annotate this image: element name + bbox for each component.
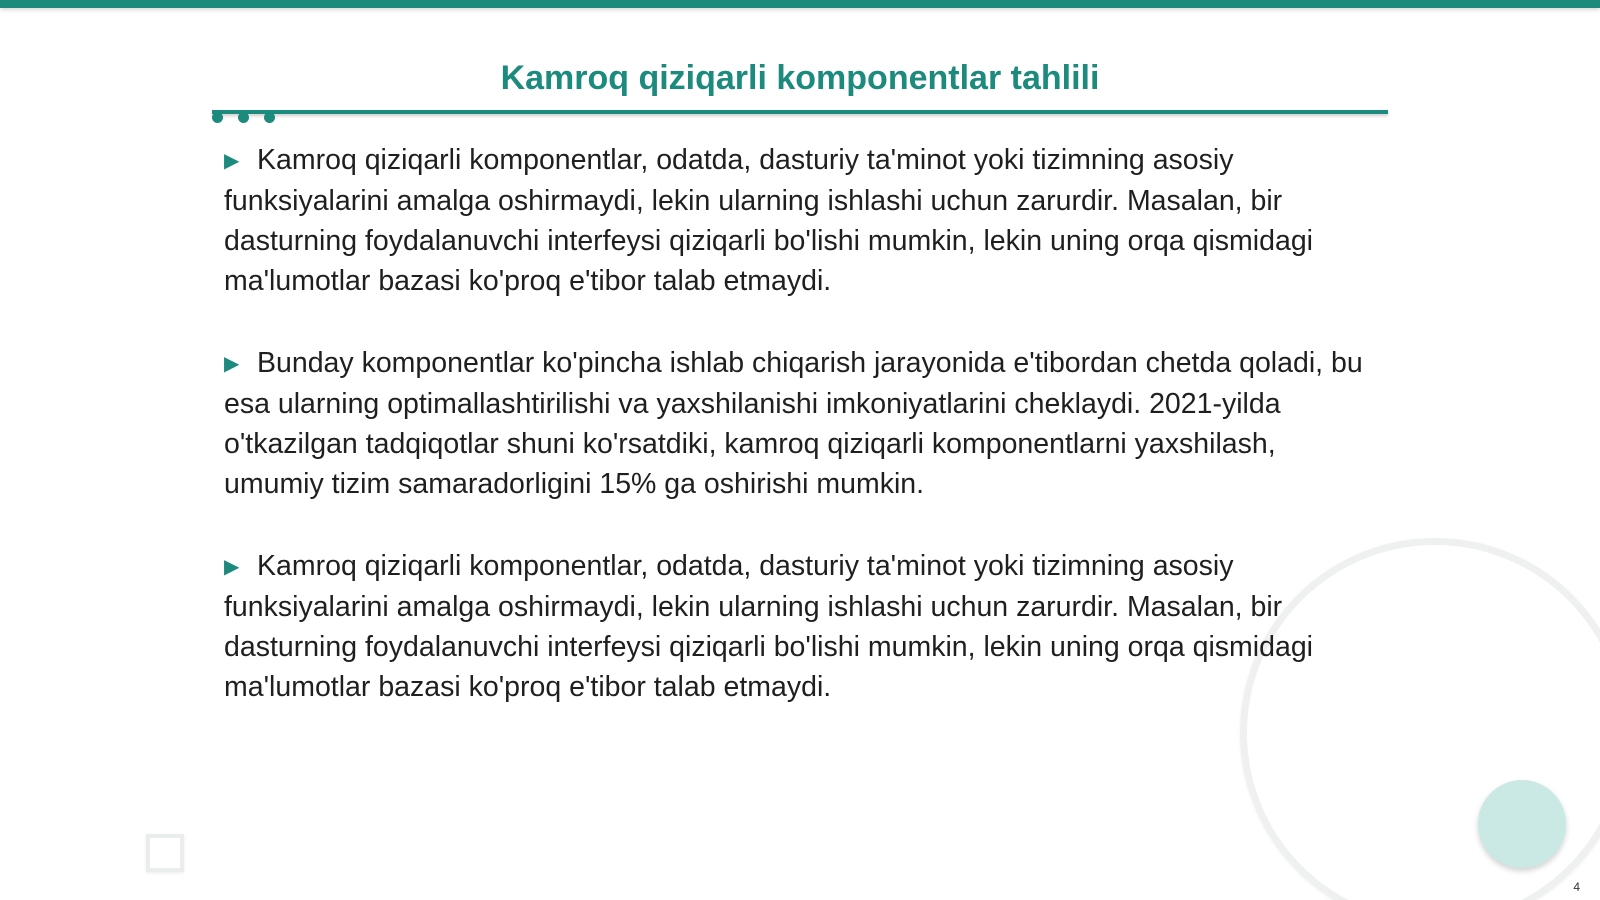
- bullet-text: Kamroq qiziqarli komponentlar, odatda, dasturiy ta'minot yoki tizimning asosiy funksiyalarini amalga oshirmaydi, lekin ularning ishlashi uchun zarurdir. Masalan, bir dasturning foydalanuvchi interfeysi qiziqarli bo'lishi mumkin, lekin uning orqa qismidagi ma'lumotlar bazasi ko'proq e'tibor talab etmaydi.: [224, 144, 1313, 297]
- triangle-bullet-icon: ▶: [224, 150, 240, 172]
- decorative-square: [146, 834, 184, 872]
- bullet-item: [224, 546, 1374, 707]
- underline-dot: [238, 112, 249, 123]
- bullet-text: Kamroq qiziqarli komponentlar, odatda, dasturiy ta'minot yoki tizimning asosiy funksiyalarini amalga oshirmaydi, lekin ularning ishlashi uchun zarurdir. Masalan, bir dasturning foydalanuvchi interfeysi qiziqarli bo'lishi mumkin, lekin uning orqa qismidagi ma'lumotlar bazasi ko'proq e'tibor talab etmaydi.: [224, 550, 1313, 703]
- triangle-bullet-icon: ▶: [224, 556, 240, 578]
- decorative-circle: [1478, 780, 1566, 868]
- bullet-text: Bunday komponentlar ko'pincha ishlab chiqarish jarayonida e'tibordan chetda qoladi, bu esa ularning optimallashtirilishi va yaxshilanishi imkoniyatlarini cheklaydi. 2021-yilda o'tkazilgan tadqiqotlar shuni ko'rsatdiki, kamroq qiziqarli komponentlarni yaxshilash, umumiy tizim samaradorligini 15% ga oshirishi mumkin.: [224, 347, 1363, 500]
- title-underline: [212, 110, 1388, 114]
- bullet-item: [224, 140, 1374, 301]
- underline-dot: [264, 112, 275, 123]
- bullet-item: [224, 343, 1374, 504]
- top-accent-bar: [0, 0, 1600, 8]
- bullet-list: [224, 140, 1374, 749]
- triangle-bullet-icon: ▶: [224, 353, 240, 375]
- slide-title: Kamroq qiziqarli komponentlar tahlili: [500, 59, 1100, 97]
- page-number: 4: [1573, 880, 1580, 894]
- underline-dot: [212, 112, 223, 123]
